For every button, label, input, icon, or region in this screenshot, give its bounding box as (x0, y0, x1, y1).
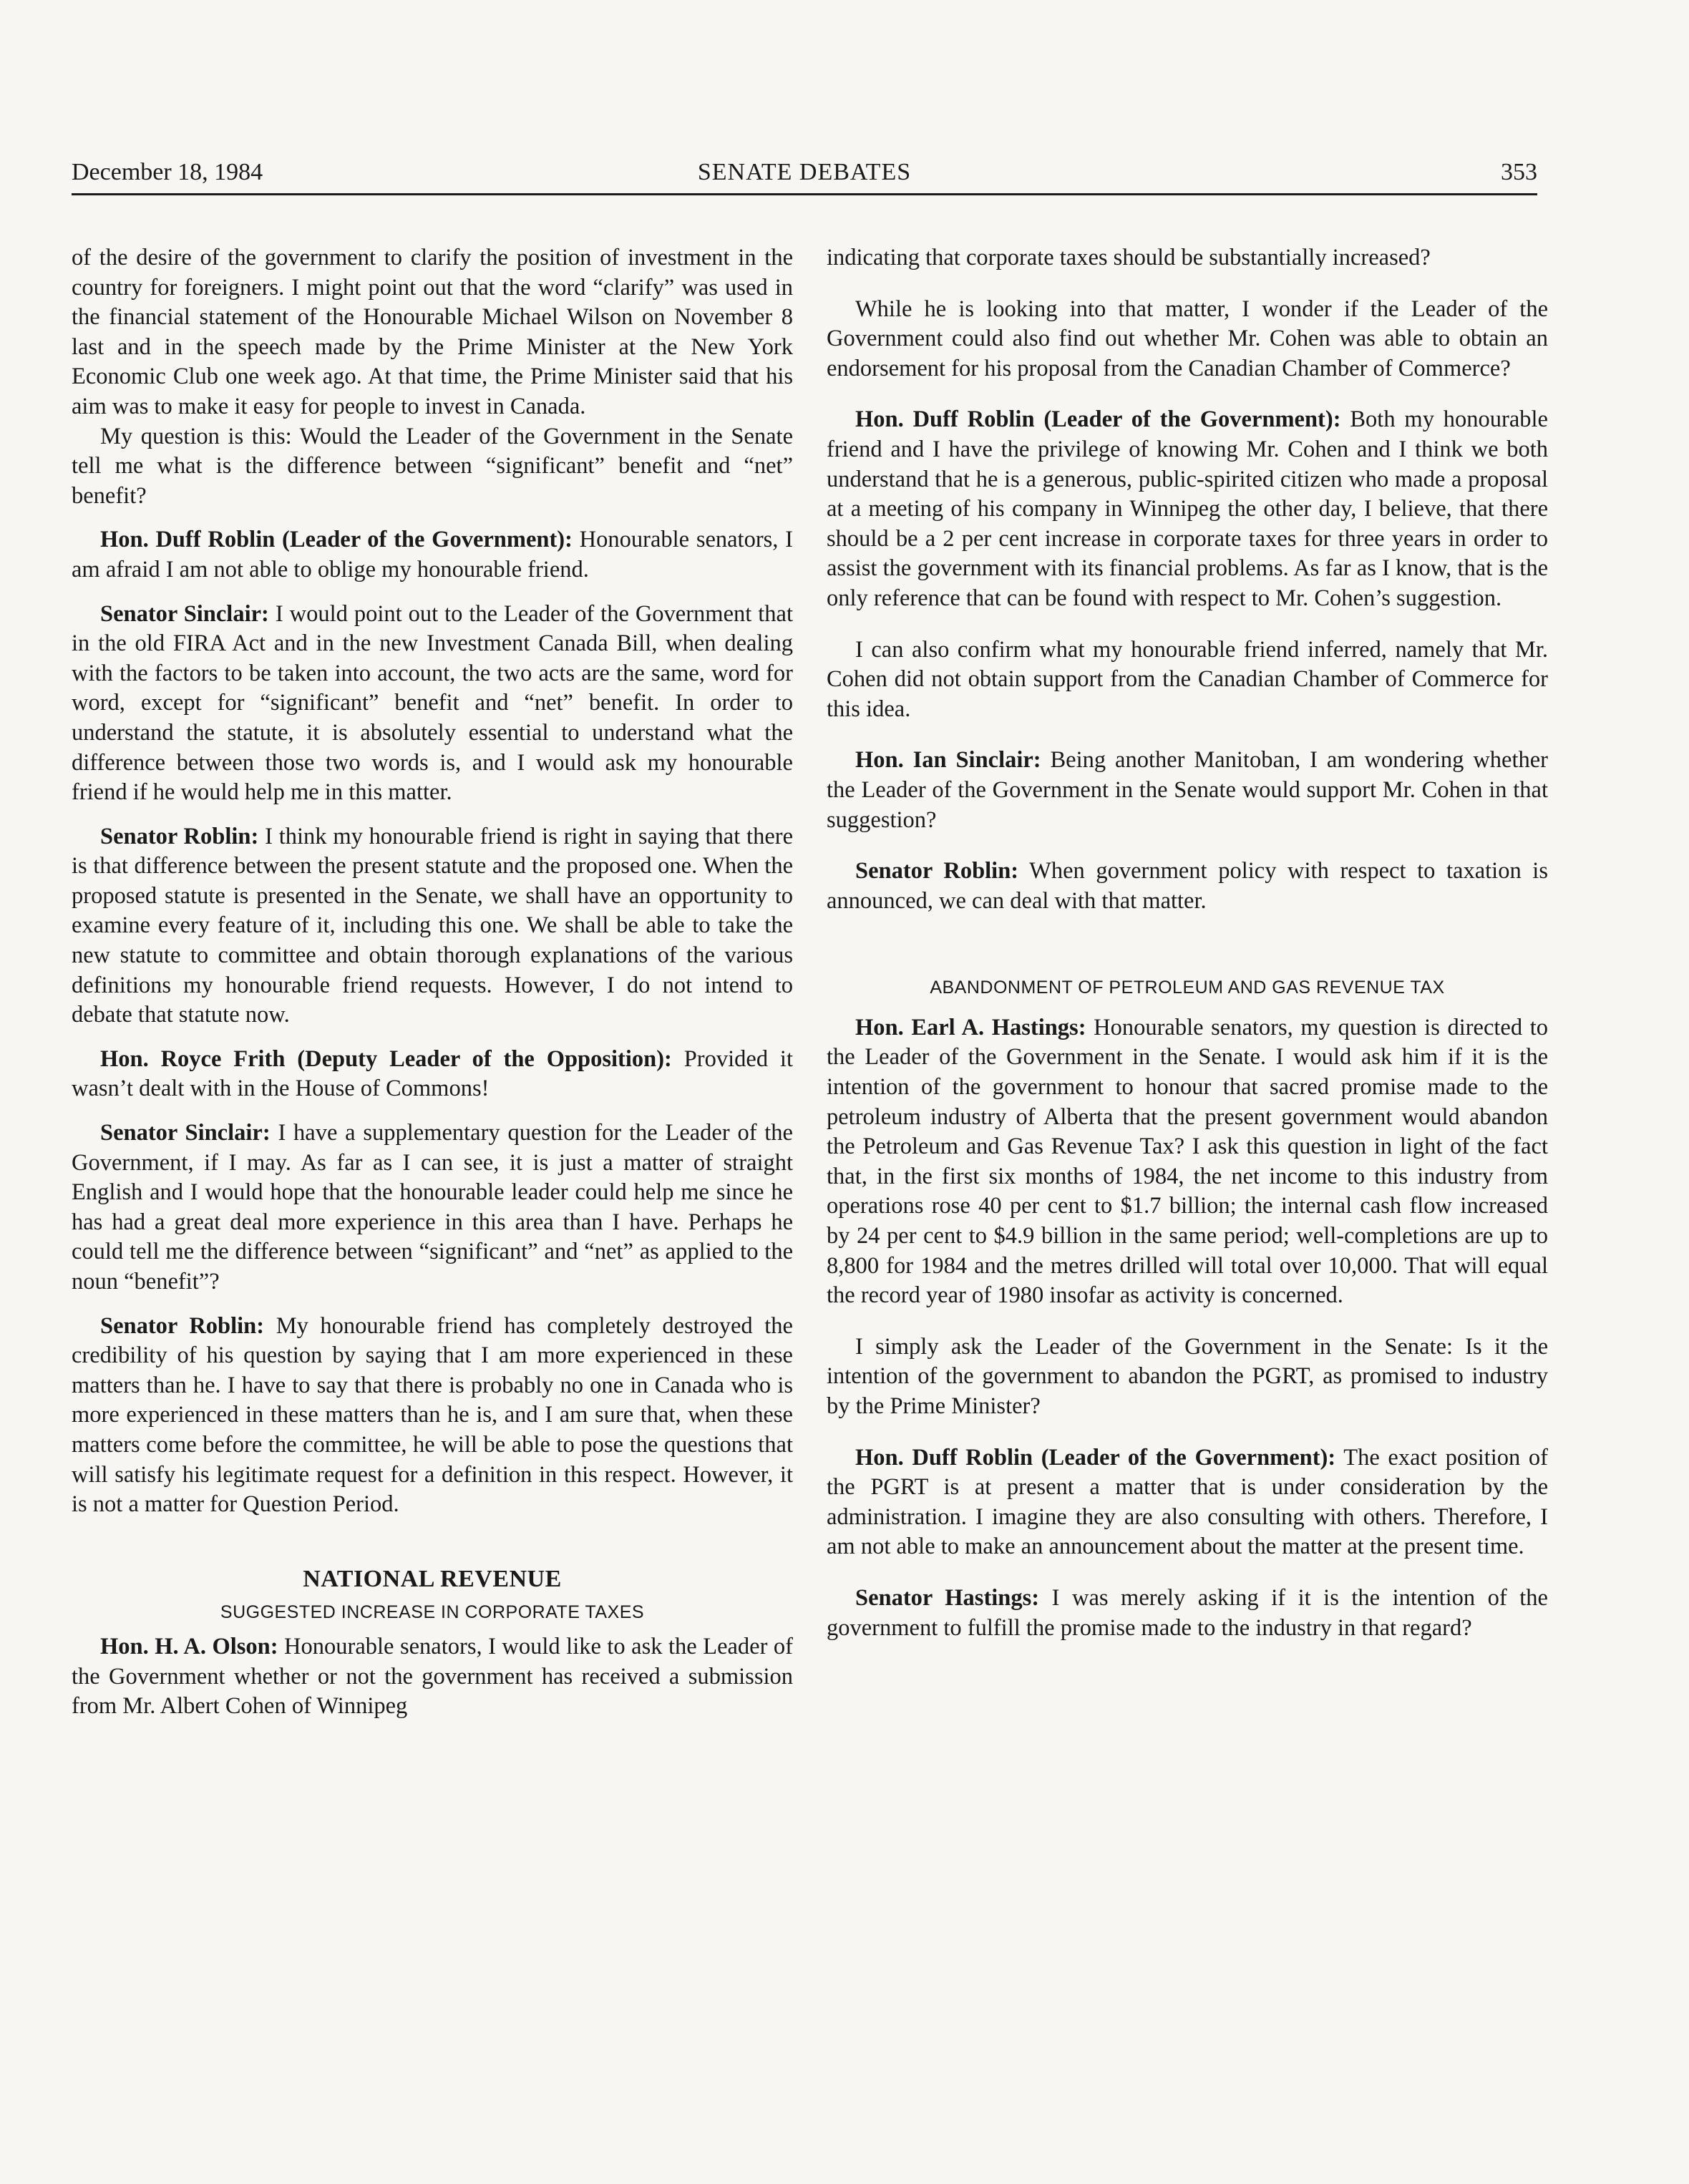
paragraph: My question is this: Would the Leader of the Government in the Senate tell me what is the difference between “significant” benefit and “net” benefit? (72, 423, 793, 509)
paragraph (827, 857, 1548, 916)
speech-text: I would point out to the Leader of the Government that in the old FIRA Act and in the new Investment Canada Bill, when dealing with the factors to be taken into account, the two acts are the same, word for word, except for “significant” benefit and “net” benefit. In order to understand the statute, it is absolutely essential to understand what the difference between those two words is, and I would ask my honourable friend if he would help me in this matter. (72, 600, 793, 806)
page-header (72, 159, 1537, 195)
speaker-name: Senator Roblin: (100, 1312, 265, 1339)
paragraph (72, 1312, 793, 1520)
speaker-name: Senator Roblin: (100, 823, 259, 849)
speaker-name: Hon. Royce Frith (Deputy Leader of the Opposition): (100, 1045, 672, 1072)
paragraph: I can also confirm what my honourable friend inferred, namely that Mr. Cohen did not obtain support from the Canadian Chamber of Commerce for this idea. (827, 636, 1548, 722)
paragraph (827, 746, 1548, 835)
paragraph: While he is looking into that matter, I wonder if the Leader of the Government could also find out whether Mr. Cohen was able to obtain an endorsement for his proposal from the Canadian Chamber of Commerce? (827, 296, 1548, 381)
paragraph (72, 1632, 793, 1722)
page-number: 353 (1501, 159, 1537, 185)
speaker-name: Senator Hastings: (855, 1584, 1040, 1611)
speech-text: Provided it wasn’t dealt with in the House of Commons! (72, 1045, 793, 1102)
speaker-name: Hon. Duff Roblin (Leader of the Government): (100, 527, 573, 553)
speaker-name: Senator Sinclair: (100, 1120, 271, 1146)
paragraph (827, 1013, 1548, 1311)
paragraph: of the desire of the government to clarify the position of investment in the country for foreigners. I might point out that the word “clarify” was used in the financial statement of the Honourable Michael Wilson on November 8 last and in the speech made by the Prime Minister at the New York Economic Club one week ago. At that time, the Prime Minister said that his aim was to make it easy for people to invest in Canada. (72, 245, 793, 419)
speaker-name: Hon. Duff Roblin (Leader of the Government): (855, 406, 1341, 433)
speech-text: Honourable senators, I am afraid I am not able to oblige my honourable friend. (72, 527, 793, 582)
right-column (827, 243, 1548, 1643)
speech-text: The exact position of the PGRT is at present a matter that is under consideration by the administration. I imagine they are also consulting with others. Therefore, I am not able to make an announcement about the matter at the present time. (827, 1444, 1548, 1560)
header-date: December 18, 1984 (72, 159, 263, 185)
paragraph (72, 600, 793, 808)
paragraph (72, 822, 793, 1030)
speech-text: Honourable senators, I would like to ask the Leader of the Government whether or not the government has received a submission from Mr. Albert Cohen of Winnipeg (72, 1633, 793, 1720)
speech-text: Being another Manitoban, I am wondering whether the Leader of the Government in the Senate would support Mr. Cohen in that suggestion? (827, 747, 1548, 833)
paragraph (72, 1118, 793, 1297)
speech-text: Both my honourable friend and I have the privilege of knowing Mr. Cohen and I think we both understand that he is a generous, public-spirited citizen who made a proposal at a meeting of his company in Winnipeg the other day, I believe, that there should be a 2 per cent increase in corporate taxes for three years in order to assist the government with its financial problems. As far as I know, that is the only reference that can be found with respect to Mr. Cohen’s suggestion. (827, 406, 1548, 611)
speaker-name: Hon. Duff Roblin (Leader of the Government): (855, 1444, 1336, 1471)
paragraph (827, 1443, 1548, 1562)
speech-text: Honourable senators, my question is directed to the Leader of the Government in the Senate. I would ask him if it is the intention of the government to honour that sacred promise made to the petroleum industry of Alberta that the present government would abandon the Petroleum and Gas Revenue Tax? I ask this question in light of the fact that, in the first six months of 1984, the net income to this industry from operations rose 40 per cent to $1.7 billion; the internal cash flow increased by 24 per cent to $4.9 billion in the same period; well-completions are up to 8,800 for 1984 and the metres drilled will total over 10,000. That will equal the record year of 1980 insofar as activity is concerned. (827, 1014, 1548, 1309)
speech-text: I was merely asking if it is the intention of the government to fulfill the promise made to the industry in that regard? (827, 1584, 1548, 1641)
subheading: SUGGESTED INCREASE IN CORPORATE TAXES (220, 1602, 645, 1623)
paragraph (827, 405, 1548, 613)
speech-text: My honourable friend has completely destroyed the credibility of his question by saying that I am more experienced in these matters than he. I have to say that there is probably no one in Canada who is more experienced in these matters than he is, and I am sure that, when these matters come before the committee, he will be able to pose the questions that will satisfy his legitimate request for a definition in this respect. However, it is not a matter for Question Period. (72, 1312, 793, 1518)
speaker-name: Hon. Ian Sinclair: (855, 747, 1041, 774)
speech-text: When government policy with respect to taxation is announced, we can deal with that matter. (827, 858, 1548, 914)
speaker-name: Senator Roblin: (855, 858, 1019, 884)
paragraph (72, 1045, 793, 1104)
subheading: ABANDONMENT OF PETROLEUM AND GAS REVENUE TAX (930, 978, 1445, 998)
header-title: SENATE DEBATES (697, 159, 912, 185)
paragraph: I simply ask the Leader of the Government in the Senate: Is it the intention of the government to abandon the PGRT, as promised to industry by the Prime Minister? (827, 1333, 1548, 1419)
speaker-name: Hon. Earl A. Hastings: (855, 1014, 1086, 1040)
left-column (72, 243, 793, 1722)
speaker-name: Senator Sinclair: (100, 600, 269, 627)
speech-text: I think my honourable friend is right in saying that there is that difference between the present statute and the proposed one. When the proposed statute is presented in the Senate, we shall have an opportunity to examine every feature of it, including this one. We shall be able to take the new statute to committee and obtain thorough explanations of the various definitions my honourable friend requests. However, I do not intend to debate that statute now. (72, 823, 793, 1028)
section-title: NATIONAL REVENUE (303, 1565, 562, 1592)
paragraph: indicating that corporate taxes should be substantially increased? (827, 245, 1431, 270)
speech-text: I have a supplementary question for the Leader of the Government, if I may. As far as I can see, it is just a matter of straight English and I would hope that the honourable leader could help me since he has had a great deal more experience in this area than I have. Perhaps he could tell me the difference between “significant” and “net” as applied to the noun “benefit”? (72, 1120, 793, 1295)
speaker-name: Hon. H. A. Olson: (100, 1633, 278, 1659)
paragraph (72, 525, 793, 585)
paragraph (827, 1584, 1548, 1643)
